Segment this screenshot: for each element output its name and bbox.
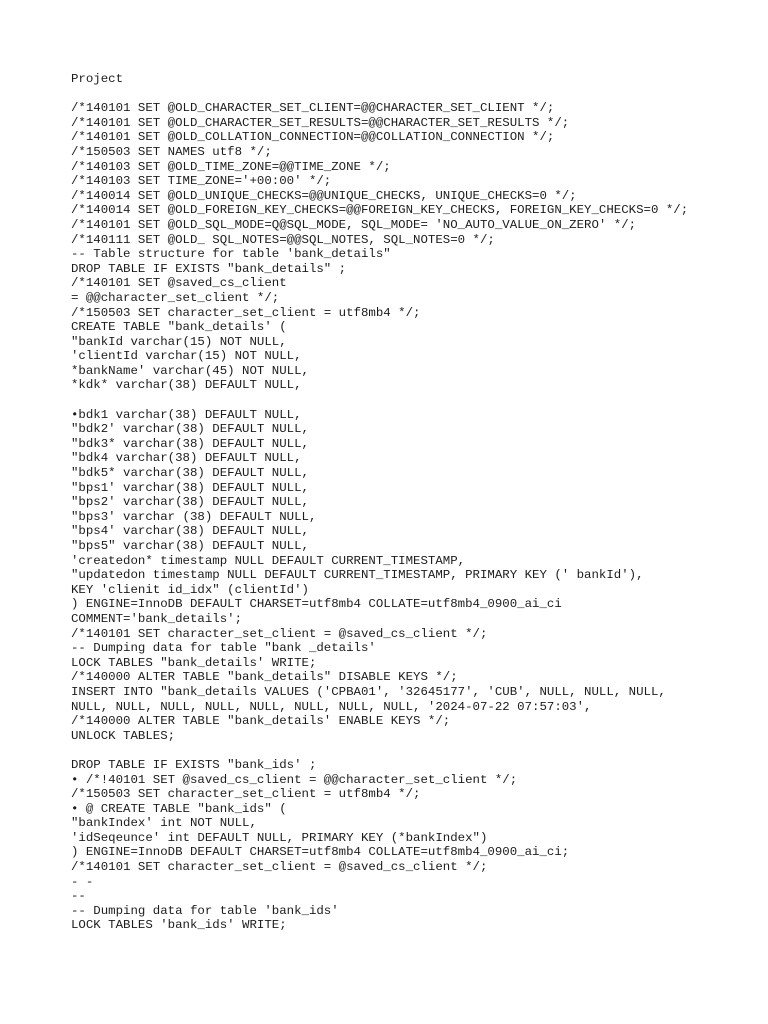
text-line: NULL, NULL, NULL, NULL, NULL, NULL, NULL, NULL, '2024-07-22 07:57:03', [71,699,592,714]
text-line: KEY 'clienit id_idx" (clientId') [71,582,309,597]
text-line: /*140014 SET @OLD_UNIQUE_CHECKS=@@UNIQUE_CHECKS, UNIQUE_CHECKS=0 */; [71,188,577,203]
text-line: "bps3' varchar (38) DEFAULT NULL, [71,509,317,524]
text-line: "bps1' varchar(38) DEFAULT NULL, [71,480,309,495]
text-line: *bankName' varchar(45) NOT NULL, [71,363,309,378]
text-line: /*140000 ALTER TABLE "bank_details' ENABLE KEYS */; [71,714,451,729]
text-line: *kdk* varchar(38) DEFAULT NULL, [71,378,302,393]
text-line: "updatedon timestamp NULL DEFAULT CURRENT_TIMESTAMP, PRIMARY KEY (' bankId'), [71,568,644,583]
text-line: /*140101 SET character_set_client = @saved_cs_client */; [71,626,488,641]
text-line: /*140101 SET @OLD_CHARACTER_SET_RESULTS=@@CHARACTER_SET_RESULTS */; [71,115,570,130]
text-line: "bdk5* varchar(38) DEFAULT NULL, [71,466,309,481]
text-line: •bdk1 varchar(38) DEFAULT NULL, [71,407,302,422]
text-line: /*140111 SET @OLD_ SQL_NOTES=@@SQL_NOTES, SQL_NOTES=0 */; [71,232,495,247]
text-line: "bankIndex' int NOT NULL, [71,816,257,831]
text-line: COMMENT='bank_details'; [71,611,243,626]
text-line: /*150503 SET character_set_client = utf8mb4 */; [71,787,421,802]
text-line: -- Dumping data for table "bank _details' [71,641,376,656]
text-line: -- [71,889,86,904]
text-line: "bps5" varchar(38) DEFAULT NULL, [71,539,309,553]
text-line: /*140103 SET TIME_ZONE='+00:00' */; [71,174,332,189]
text-line: - - [71,874,94,889]
text-line: /*140101 SET @OLD_SQL_MODE=Q@SQL_MODE, SQL_MODE= 'NO_AUTO_VALUE_ON_ZERO' */; [71,217,637,232]
text-line: "bps4' varchar(38) DEFAULT NULL, [71,524,309,539]
text-line: /*150503 SET character_set_client = utf8mb4 */; [71,305,421,320]
text-line: "bps2' varchar(38) DEFAULT NULL, [71,495,309,510]
text-line: DROP TABLE IF EXISTS "bank_details" ; [71,261,347,276]
text-line: "bankId varchar(15) NOT NULL, [71,334,287,349]
text-line: INSERT INTO "bank_details VALUES ('CPBA01', '32645177', 'CUB', NULL, NULL, NULL, [71,684,666,699]
text-line: = @@character_set_client */; [71,290,280,305]
text-line: • @ CREATE TABLE "bank_ids" ( [71,801,287,816]
text-line: 'createdon* timestamp NULL DEFAULT CURRENT_TIMESTAMP, [71,553,466,568]
text-line: /*140000 ALTER TABLE "bank_details" DISABLE KEYS */; [71,670,458,685]
text-line: • /*!40101 SET @saved_cs_client = @@character_set_client */; [71,772,518,787]
text-line: "bdk4 varchar(38) DEFAULT NULL, [71,451,302,466]
document-title: Project [71,72,124,86]
text-line: UNLOCK TABLES; [71,728,176,743]
text-line: CREATE TABLE "bank_details' ( [71,320,287,335]
text-line: ) ENGINE=InnoDB DEFAULT CHARSET=utf8mb4 COLLATE=utf8mb4_0900_ai_ci; [71,845,570,860]
text-line: 'clientId varchar(15) NOT NULL, [71,349,302,364]
text-line: "bdk2' varchar(38) DEFAULT NULL, [71,422,309,437]
text-line: DROP TABLE IF EXISTS "bank_ids' ; [71,757,317,772]
text-line: LOCK TABLES "bank_details' WRITE; [71,655,317,670]
text-line: /*150503 SET NAMES utf8 */; [71,144,272,159]
text-line: /*140101 SET @saved_cs_client [71,276,287,291]
text-line: /*140014 SET @OLD_FOREIGN_KEY_CHECKS=@@FOREIGN_KEY_CHECKS, FOREIGN_KEY_CHECKS=0 */; [71,203,689,218]
text-line: 'idSeqeunce' int DEFAULT NULL, PRIMARY KEY (*bankIndex") [71,830,488,845]
text-line: -- Table structure for table 'bank_details" [71,247,391,262]
text-line: -- Dumping data for table 'bank_ids' [71,903,339,918]
text-line: /*140101 SET @OLD_CHARACTER_SET_CLIENT=@@CHARACTER_SET_CLIENT */; [71,101,555,116]
text-line: /*140101 SET @OLD_COLLATION_CONNECTION=@@COLLATION_CONNECTION */; [71,130,555,145]
text-line: /*140103 SET @OLD_TIME_ZONE=@@TIME_ZONE */; [71,159,391,174]
text-line: LOCK TABLES 'bank_ids' WRITE; [71,918,287,933]
text-line: /*140101 SET character_set_client = @saved_cs_client */; [71,860,488,875]
text-line [71,87,761,102]
text-line [71,393,761,408]
text-line [71,743,761,758]
text-line: ) ENGINE=InnoDB DEFAULT CHARSET=utf8mb4 COLLATE=utf8mb4_0900_ai_ci [71,597,562,612]
text-line: "bdk3* varchar(38) DEFAULT NULL, [71,436,309,451]
sql-dump-text [71,72,761,933]
